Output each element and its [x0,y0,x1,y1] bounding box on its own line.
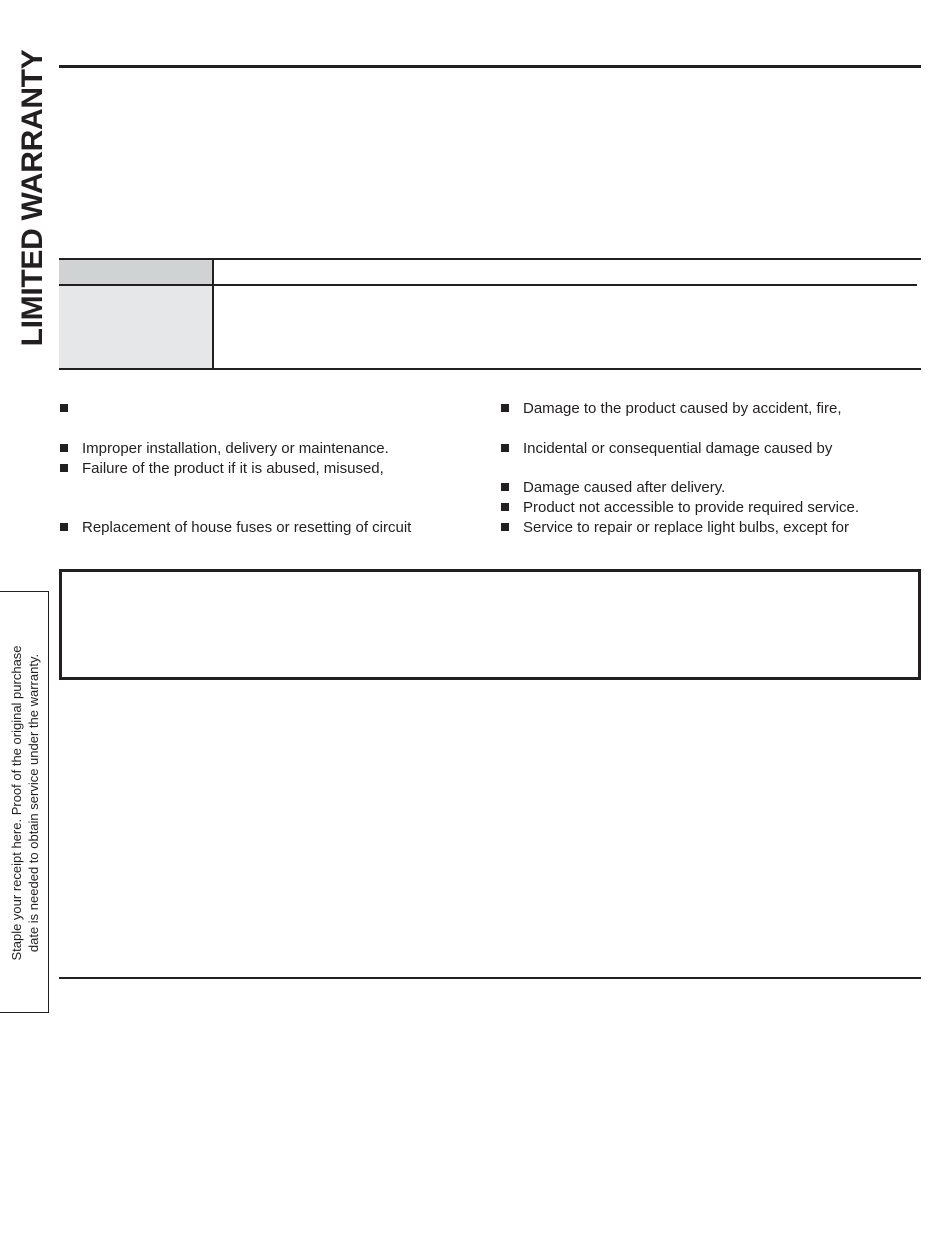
bullet-icon [501,444,509,452]
list-item: Improper installation, delivery or maintenance. [60,440,389,458]
bullet-icon [60,404,68,412]
bullet-icon [501,483,509,491]
list-item: Incidental or consequential damage caused by [501,440,832,458]
page-section-title: LIMITED WARRANTY [16,49,49,347]
list-item: Service to repair or replace light bulbs, except for [501,519,849,537]
list-item: Failure of the product if it is abused, misused, [60,460,384,478]
list-item [60,400,82,418]
receipt-note: Staple your receipt here. Proof of the original purchase date is needed to obtain service under the warranty. [9,645,41,961]
receipt-staple-area [0,591,49,1013]
table-column-divider [212,260,214,368]
list-item: Replacement of house fuses or resetting of circuit [60,519,411,537]
list-item: Damage to the product caused by accident, fire, [501,400,842,418]
bullet-icon [60,464,68,472]
bullet-icon [60,444,68,452]
top-divider [59,65,921,68]
warranty-period-table [59,258,921,370]
bullet-icon [501,523,509,531]
table-header-cell [59,260,212,284]
bottom-divider [59,977,921,979]
list-item: Damage caused after delivery. [501,479,725,497]
notice-box [59,569,921,680]
bullet-icon [60,523,68,531]
bullet-icon [501,404,509,412]
table-row-divider [59,284,917,286]
bullet-icon [501,503,509,511]
table-period-cell [59,286,212,368]
list-item: Product not accessible to provide required service. [501,499,859,517]
